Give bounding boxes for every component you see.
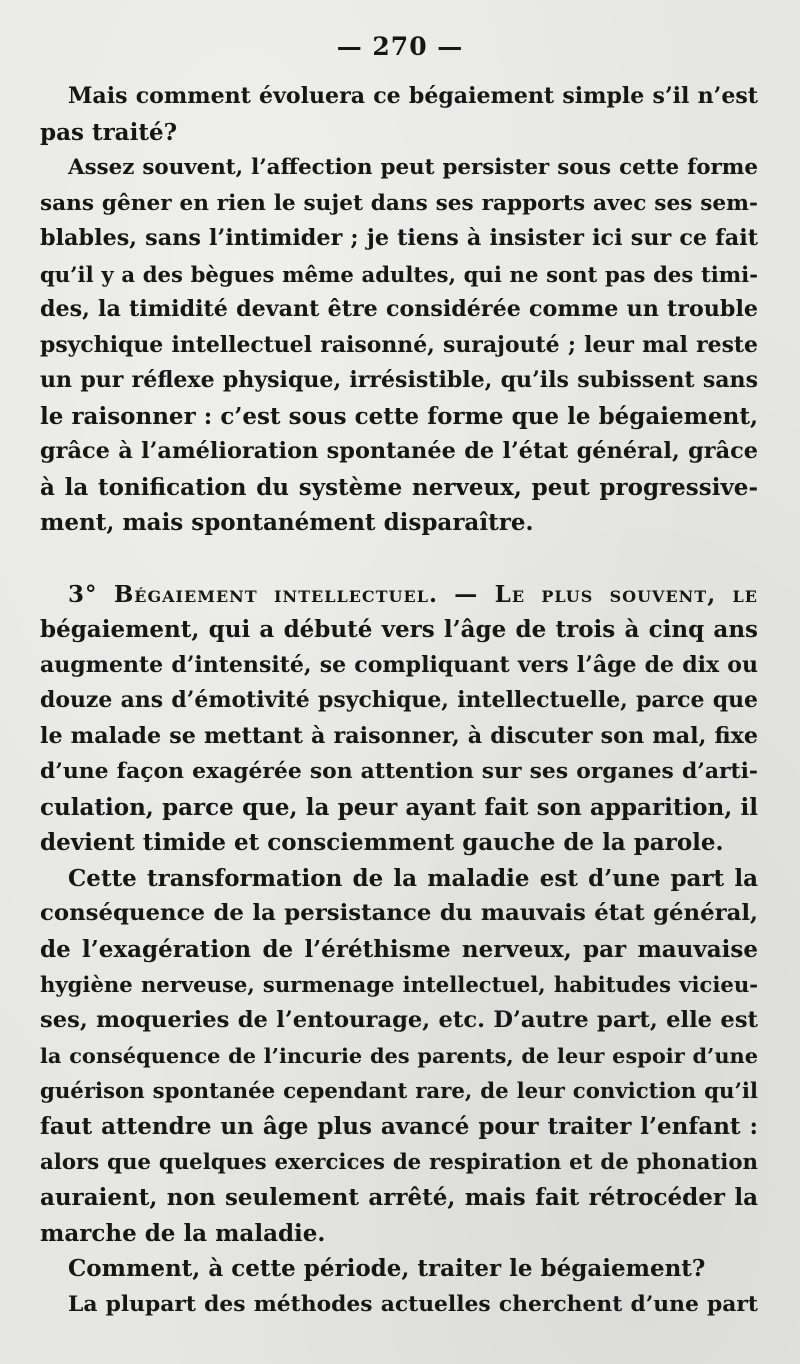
text-line: Mais comment évoluera ce bégaiement simple s’il n’est — [68, 83, 758, 109]
text-line: d’une façon exagérée son attention sur ses organes d’arti- — [40, 758, 758, 784]
text-line: bégaiement, qui a débuté vers l’âge de trois à cinq ans — [40, 616, 758, 643]
text-line: psychique intellectuel raisonné, surajouté ; leur mal reste — [40, 331, 758, 358]
text-line: blables, sans l’intimider ; je tiens à insister ici sur ce fait — [40, 225, 758, 251]
text-line: hygiène nerveuse, surmenage intellectuel, habitudes vicieu- — [40, 972, 758, 997]
text-line: Cette transformation de la maladie est d’une part la — [68, 864, 758, 892]
text-line: à la tonification du système nerveux, peut progressive- — [40, 473, 758, 501]
text-line: qu’il y a des bègues même adultes, qui ne sont pas des timi- — [40, 261, 758, 287]
text-line: le malade se mettant à raisonner, à discuter son mal, fixe — [40, 722, 758, 749]
body-text — [40, 79, 758, 1322]
text-line: pas traité? — [40, 118, 178, 146]
text-line: ses, moqueries de l’entourage, etc. D’autre part, elle est — [40, 1006, 758, 1033]
page-number: — 270 — — [336, 32, 464, 61]
text-line: ment, mais spontanément disparaître. — [40, 509, 534, 536]
text-line: culation, parce que, la peur ayant fait son apparition, il — [40, 793, 758, 821]
text-line: la conséquence de l’incurie des parents, de leur espoir d’une — [40, 1043, 758, 1068]
text-line: Assez souvent, l’affection peut persister sous cette forme — [68, 155, 758, 180]
text-line: grâce à l’amélioration spontanée de l’état général, grâce — [40, 438, 758, 464]
text-line: Comment, à cette période, traiter le bégaiement? — [68, 1255, 706, 1282]
text-line: le raisonner : c’est sous cette forme que le bégaiement, — [40, 402, 758, 430]
section-heading-line: 3° Bégaiement intellectuel. — Le plus souvent, le — [68, 580, 758, 608]
text-line: des, la timidité devant être considérée comme un trouble — [40, 296, 758, 322]
text-line: faut attendre un âge plus avancé pour traiter l’enfant : — [40, 1113, 758, 1140]
text-line: guérison spontanée cependant rare, de leur conviction qu’il — [40, 1078, 758, 1104]
text-line: douze ans d’émotivité psychique, intellectuelle, parce que — [40, 687, 758, 713]
text-line: La plupart des méthodes actuelles cherchent d’une part — [68, 1291, 758, 1317]
text-line: augmente d’intensité, se compliquant vers l’âge de dix ou — [40, 651, 758, 678]
text-line: de l’exagération de l’éréthisme nerveux, par mauvaise — [40, 935, 758, 963]
text-line: sans gêner en rien le sujet dans ses rapports avec ses sem- — [40, 190, 758, 216]
text-line: marche de la maladie. — [40, 1219, 326, 1247]
text-line: devient timide et consciemment gauche de la parole. — [40, 829, 724, 856]
section-gap — [40, 541, 758, 577]
text-line: alors que quelques exercices de respiration et de phonation — [40, 1149, 758, 1175]
text-line: un pur réflexe physique, irrésistible, qu’ils subissent sans — [40, 367, 758, 393]
text-line: auraient, non seulement arrêté, mais fait rétrocéder la — [40, 1184, 758, 1211]
text-line: conséquence de la persistance du mauvais état général, — [40, 900, 758, 926]
